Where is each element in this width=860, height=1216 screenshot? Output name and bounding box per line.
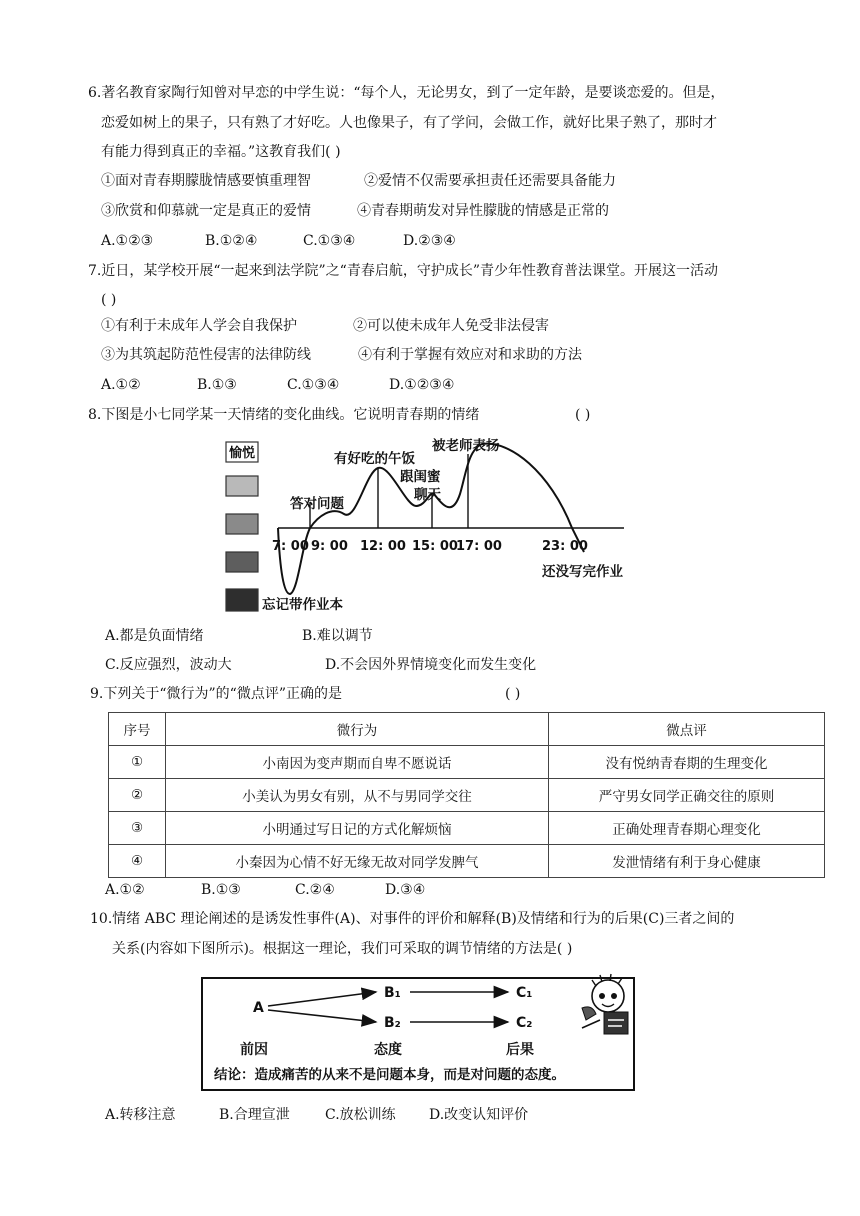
table-row [109, 746, 825, 779]
label-result: 后果 [506, 1042, 534, 1058]
q10-stem-line1: 10.情绪 ABC 理论阐述的是诱发性事件(A)、对事件的评价和解释(B)及情绪和行为的后果(C)三者之间的 [90, 911, 735, 927]
event-praise: 被老师表扬 [432, 438, 500, 454]
time-label-23: 23: 00 [542, 539, 588, 554]
q6-stem-line2: 恋爱如树上的果子，只有熟了才好吃。人也像果子，有了学问，会做工作，就好比果子熟了，那时才 [101, 115, 717, 131]
q7-statement-4: ④有利于掌握有效应对和求助的方法 [358, 347, 582, 363]
legend-box-2 [226, 476, 258, 496]
q7-statement-3: ③为其筑起防范性侵害的法律防线 [101, 347, 311, 363]
legend-box-3 [226, 514, 258, 534]
legend-box-4 [226, 552, 258, 572]
event-chat-line1: 跟闺蜜 [400, 469, 441, 485]
event-homework: 还没写完作业 [542, 564, 623, 580]
time-label-15: 15: 00 [412, 539, 458, 554]
time-label-12: 12: 00 [360, 539, 406, 554]
time-label-9: 9: 00 [311, 539, 348, 554]
row-index: ① [109, 746, 166, 779]
q9-option-b[interactable]: B.①③ [201, 882, 241, 898]
row-comment: 正确处理青春期心理变化 [549, 812, 825, 845]
q9-bracket: ( ) [505, 686, 521, 702]
label-a: A [253, 1000, 264, 1016]
label-attitude: 态度 [374, 1042, 402, 1058]
q6-option-d[interactable]: D.②③④ [403, 233, 456, 249]
q9-option-c[interactable]: C.②④ [295, 882, 335, 898]
label-b1: B₁ [384, 985, 401, 1001]
row-comment: 严守男女同学正确交往的原则 [549, 779, 825, 812]
q6-statement-4: ④青春期萌发对异性朦胧的情感是正常的 [357, 203, 609, 219]
q9-option-d[interactable]: D.③④ [385, 882, 426, 898]
q8-option-c[interactable]: C.反应强烈，波动大 [105, 657, 232, 673]
q7-bracket: ( ) [101, 292, 117, 308]
emotion-curve [278, 444, 584, 594]
event-forgot: 忘记带作业本 [262, 597, 343, 613]
q7-options [101, 375, 454, 395]
time-label-17: 17: 00 [456, 539, 502, 554]
event-answer: 答对问题 [290, 496, 344, 512]
q8-option-b[interactable]: B.难以调节 [302, 628, 373, 644]
q9-stem: 9.下列关于“微行为”的“微点评”正确的是 [90, 686, 342, 702]
q9-option-a[interactable]: A.①② [105, 882, 145, 898]
q10-options [105, 1105, 528, 1125]
q7-statement-2: ②可以使未成年人免受非法侵害 [353, 318, 549, 334]
q6-options [101, 231, 456, 251]
q6-option-c[interactable]: C.①③④ [303, 233, 356, 249]
table-header-row [109, 713, 825, 746]
q6-statement-2: ②爱情不仅需要承担责任还需要具备能力 [364, 173, 616, 189]
q6-option-a[interactable]: A.①②③ [101, 233, 154, 249]
q7-stem-line1: 7.近日，某学校开展“一起来到法学院”之“青春启航，守护成长”青少年性教育普法课堂。开展这一活动 [88, 263, 718, 279]
q8-option-d[interactable]: D.不会因外界情境变化而发生变化 [325, 657, 537, 673]
emotion-curve-chart [220, 432, 650, 616]
table-row [109, 812, 825, 845]
q10-option-a[interactable]: A.转移注意 [105, 1107, 176, 1123]
q9-options [105, 880, 425, 900]
label-conclusion: 结论：造成痛苦的从来不是问题本身，而是对问题的态度。 [214, 1067, 565, 1083]
q6-stem-line1: 6.著名教育家陶行知曾对早恋的中学生说：“每个人，无论男女，到了一定年龄，是要谈恋爱的。但是， [88, 85, 725, 101]
row-behavior: 小美认为男女有别，从不与男同学交往 [166, 779, 549, 812]
q6-stem-line3: 有能力得到真正的幸福。”这教育我们( ) [101, 144, 341, 160]
q7-statement-1: ①有利于未成年人学会自我保护 [101, 318, 297, 334]
q9-table [108, 712, 825, 878]
q6-statement-1: ①面对青春期朦胧情感要慎重理智 [101, 173, 311, 189]
header-comment: 微点评 [549, 713, 825, 746]
q10-option-d[interactable]: D.改变认知评价 [429, 1107, 529, 1123]
q10-stem-line2: 关系(内容如下图所示)。根据这一理论，我们可采取的调节情绪的方法是( ) [112, 941, 573, 957]
q7-option-b[interactable]: B.①③ [197, 377, 237, 393]
legend-label-1: 愉悦 [228, 446, 256, 461]
abc-theory-diagram [198, 972, 644, 1096]
label-b2: B₂ [384, 1015, 401, 1031]
header-behavior: 微行为 [166, 713, 549, 746]
legend-box-5 [226, 589, 258, 611]
q7-option-a[interactable]: A.①② [101, 377, 141, 393]
row-behavior: 小明通过写日记的方式化解烦恼 [166, 812, 549, 845]
chart-legend [226, 442, 258, 611]
label-cause: 前因 [240, 1042, 268, 1058]
event-chat-line2: 聊天 [414, 487, 441, 503]
q10-option-c[interactable]: C.放松训练 [325, 1107, 396, 1123]
q6-option-b[interactable]: B.①②④ [205, 233, 258, 249]
q7-option-d[interactable]: D.①②③④ [389, 377, 455, 393]
q8-bracket: ( ) [575, 407, 591, 423]
header-index: 序号 [109, 713, 166, 746]
q8-stem: 8.下图是小七同学某一天情绪的变化曲线。它说明青春期的情绪 [88, 407, 480, 423]
table-row [109, 845, 825, 878]
q8-option-a[interactable]: A.都是负面情绪 [105, 628, 204, 644]
row-comment: 发泄情绪有利于身心健康 [549, 845, 825, 878]
row-index: ③ [109, 812, 166, 845]
event-lunch: 有好吃的午饭 [334, 451, 415, 467]
time-label-7: 7: 00 [272, 539, 309, 554]
row-behavior: 小南因为变声期而自卑不愿说话 [166, 746, 549, 779]
label-c2: C₂ [516, 1015, 533, 1031]
row-comment: 没有悦纳青春期的生理变化 [549, 746, 825, 779]
row-index: ② [109, 779, 166, 812]
q6-statement-3: ③欣赏和仰慕就一定是真正的爱情 [101, 203, 311, 219]
q10-option-b[interactable]: B.合理宣泄 [219, 1107, 290, 1123]
row-index: ④ [109, 845, 166, 878]
label-c1: C₁ [516, 985, 533, 1001]
table-row [109, 779, 825, 812]
row-behavior: 小秦因为心情不好无缘无故对同学发脾气 [166, 845, 549, 878]
q7-option-c[interactable]: C.①③④ [287, 377, 340, 393]
